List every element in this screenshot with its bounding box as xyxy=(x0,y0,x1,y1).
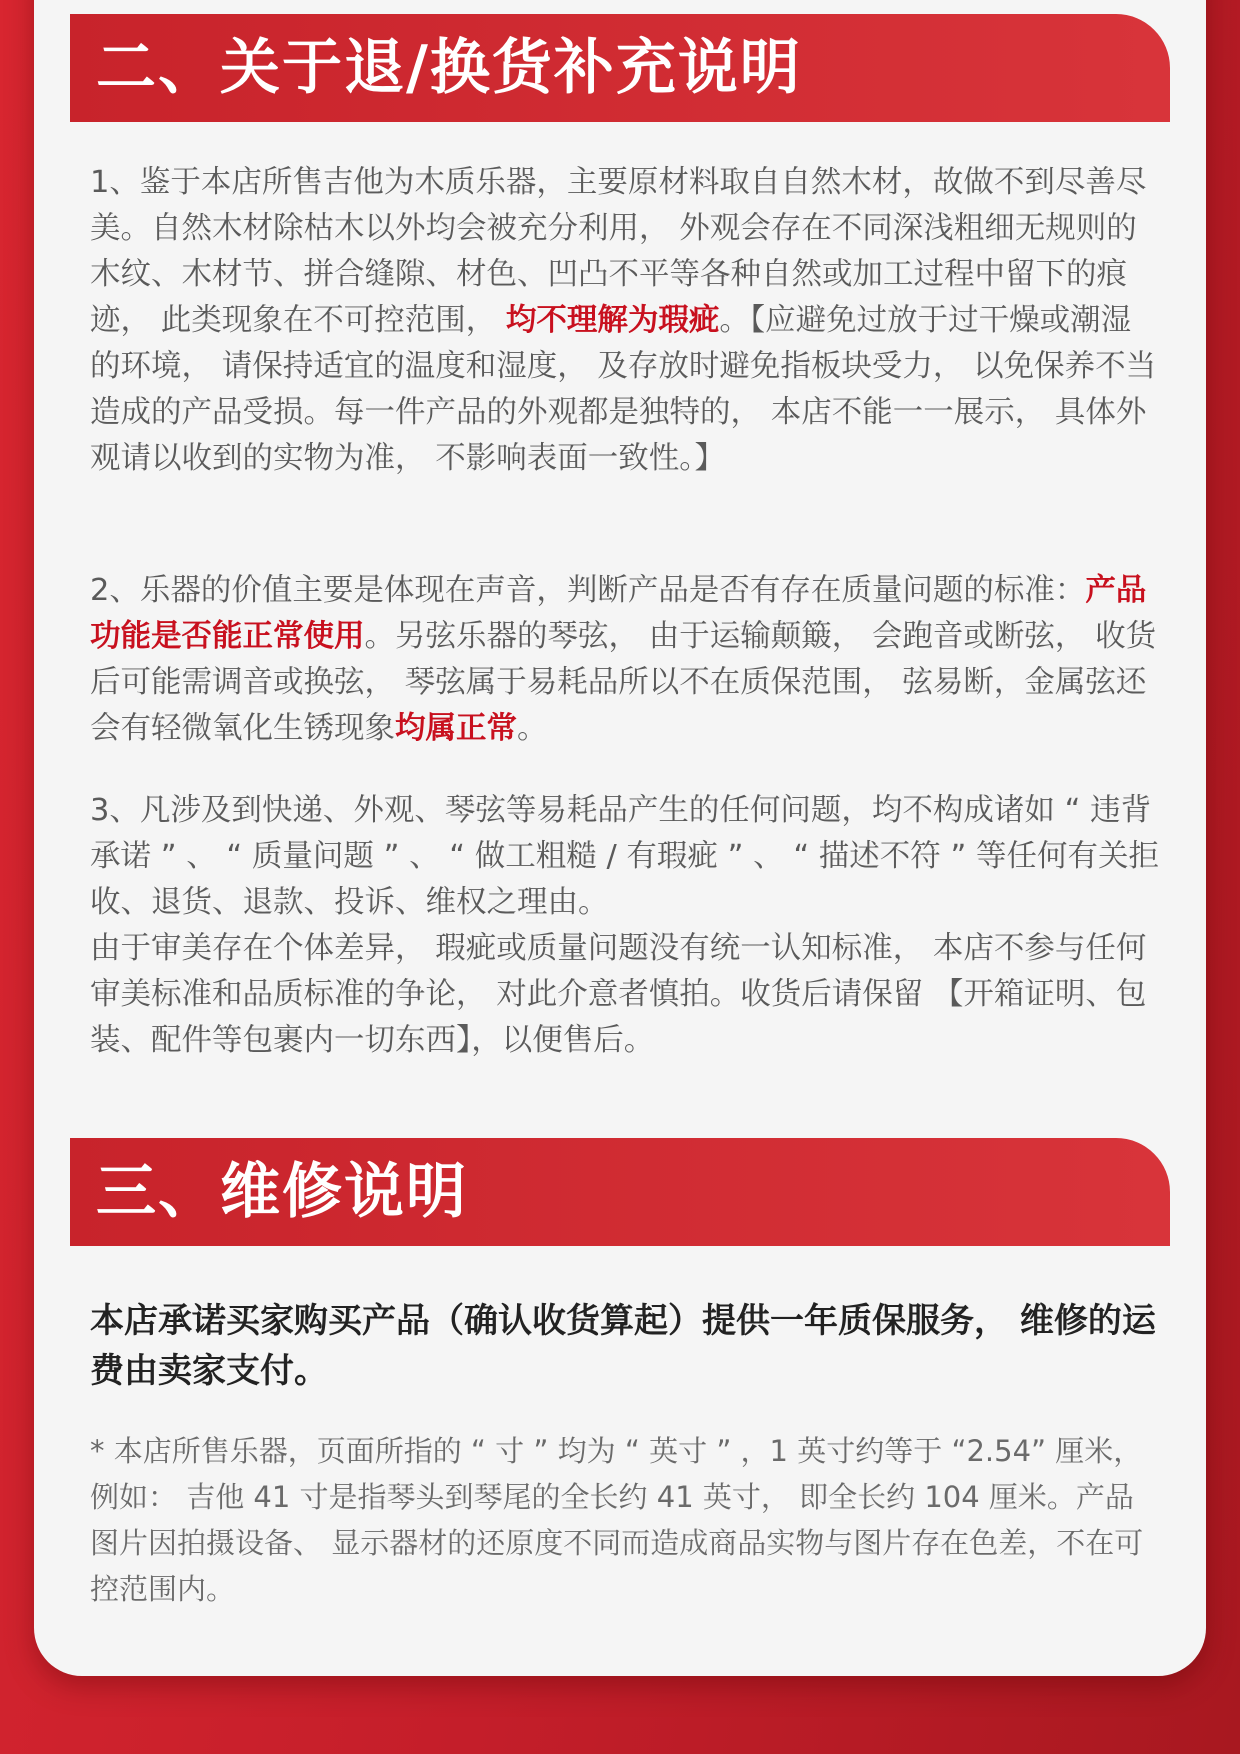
paragraph-1-text-b: 。【应避免过放于过干燥或潮湿的环境， 请保持适宜的温度和湿度， 及存放时避免指板块受力， 以免保养不当造成的产品受损。每一件产品的外观都是独特的， 本店不能一一展示， 具体外观请以收到的实物为准， 不影响表面一致性。】 xyxy=(90,303,1157,476)
paragraph-2-text-a: 2、乐器的价值主要是体现在声音，判断产品是否有存在质量问题的标准： xyxy=(90,573,1086,608)
paragraph-1-highlight: 均不理解为瑕疵 xyxy=(505,303,720,338)
paragraph-3-text-b: 由于审美存在个体差异， 瑕疵或质量问题没有统一认知标准， 本店不参与任何审美标准和品质标准的争论， 对此介意者慎拍。收货后请保留 【开箱证明、包装、配件等包裹内一切东西】，以便售后。 xyxy=(90,931,1147,1058)
paragraph-2-text-c: 。 xyxy=(517,711,548,746)
section-2-paragraph-3 xyxy=(90,788,1160,1064)
section-3-heading: 三、维修说明 xyxy=(70,1138,1170,1246)
section-2-heading: 二、关于退/换货补充说明 xyxy=(70,14,1170,122)
paragraph-3-text-a: 3、凡涉及到快递、外观、琴弦等易耗品产生的任何问题，均不构成诸如 “ 违背承诺 ” 、 “ 质量问题 ” 、 “ 做工粗糙 / 有瑕疵 ” 、 “ 描述不符 ” 等任何有关拒收、退货、退款、投诉、维权之理由。 xyxy=(90,793,1160,920)
paragraph-2-highlight-2: 均属正常 xyxy=(395,711,517,746)
warranty-statement: 本店承诺买家购买产品（确认收货算起）提供一年质保服务， 维修的运费由卖家支付。 xyxy=(90,1301,1156,1391)
paragraph-1-text-a: 1、鉴于本店所售吉他为木质乐器，主要原材料取自自然木材，故做不到尽善尽美。自然木材除枯木以外均会被充分利用， 外观会存在不同深浅粗细无规则的木纹、木材节、拼合缝隙、材色、凹凸不平等各种自然或加工过程中留下的痕迹， 此类现象在不可控范围， xyxy=(90,165,1147,338)
size-note: * 本店所售乐器，页面所指的 “ 寸 ” 均为 “ 英寸 ” ，1 英寸约等于 “2.54” 厘米， 例如： 吉他 41 寸是指琴头到琴尾的全长约 41 英寸， 即全长约 104 厘米。产品图片因拍摄设备、 显示器材的还原度不同而造成商品实物与图片存在色差，不在可控范围内。 xyxy=(90,1434,1144,1606)
paragraph-2-text-b: 。另弦乐器的琴弦， 由于运输颠簸， 会跑音或断弦， 收货后可能需调音或换弦， 琴弦属于易耗品所以不在质保范围， 弦易断，金属弦还会有轻微氧化生锈现象 xyxy=(90,619,1157,746)
section-2-paragraph-1 xyxy=(90,160,1160,482)
paragraph-2-highlight-1: 产品功能是否能正常使用 xyxy=(90,573,1147,654)
section-2-paragraph-2 xyxy=(90,568,1160,752)
